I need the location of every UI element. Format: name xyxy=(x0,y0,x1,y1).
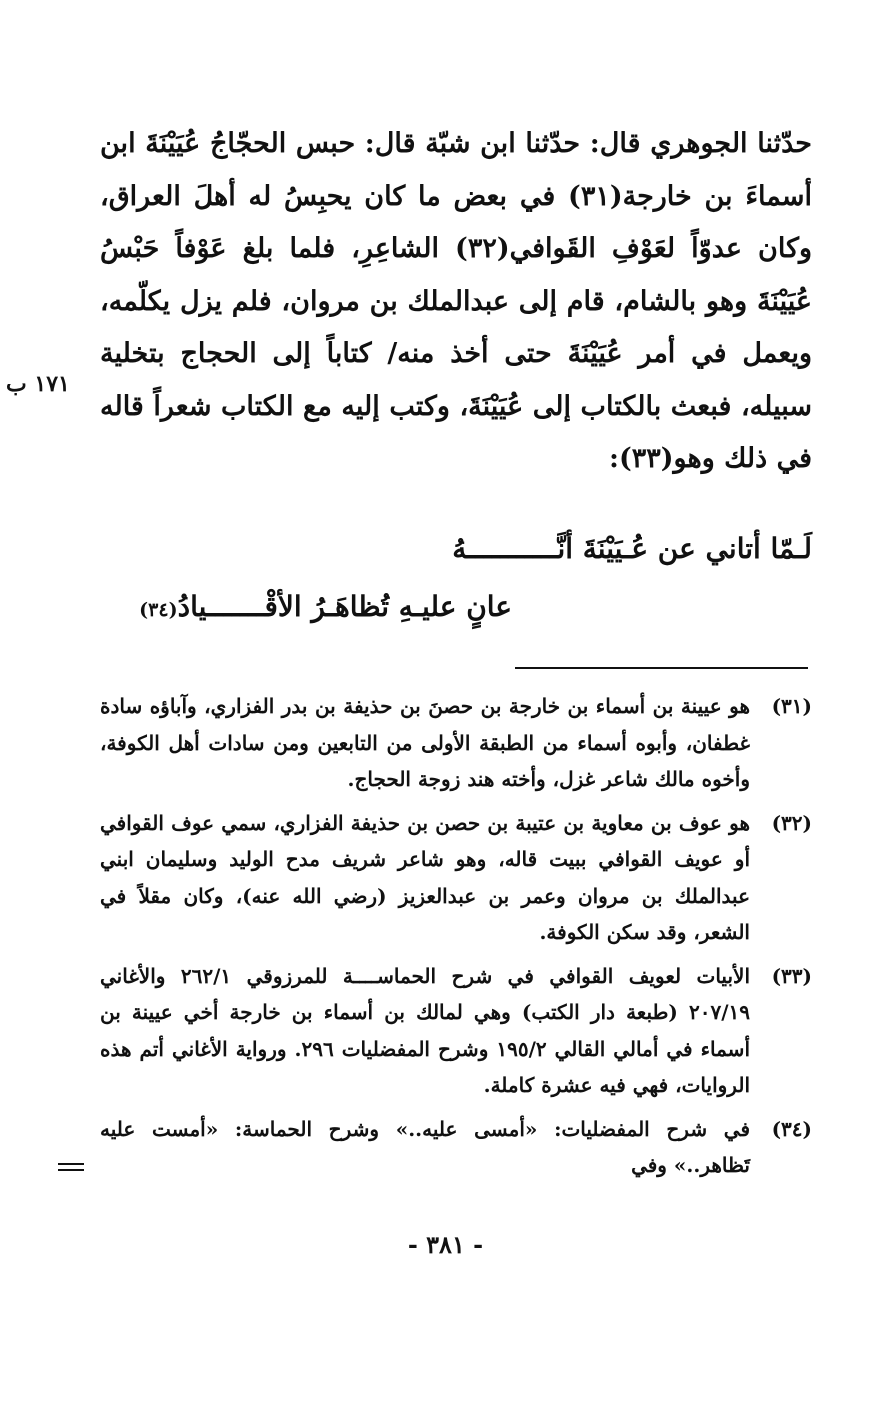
continuation-line xyxy=(58,1169,84,1171)
verse-second-hemistich xyxy=(100,590,812,623)
verse-first-hemistich: لَـمّا أتاني عن عُـيَيْنَةَ أنَّـــــــــــهُ xyxy=(452,532,812,565)
footnote-item xyxy=(100,688,812,798)
verse-footnote-ref: (٣٤) xyxy=(139,599,178,621)
footnote-separator-rule xyxy=(515,667,808,669)
footnote-item xyxy=(100,805,812,951)
footnote-number: (٣١) xyxy=(771,694,812,718)
footnote-text: هو عيينة بن أسماء بن خارجة بن حصنَ بن حذيفة بن بدر الفزاري، وآباؤه سادة غطفان، وأبوه أسماء من الطبقة الأولى من التابعين ومن سادات أهل الكوفة، وأخوه مالك شاعر غزل، وأخته هند زوجة الحجاج. xyxy=(100,694,750,791)
verse-second-hemistich-text: عانٍ عليـهِ تُظاهَـرُ الأقْـــــــيادُ xyxy=(177,590,512,623)
footnote-number: (٣٤) xyxy=(771,1116,812,1141)
main-paragraph: حدّثنا الجوهري قال: حدّثنا ابن شبّة قال: حبس الحجّاجُ عُيَيْنَةَ ابن أسماءَ بن خارجة(٣١) في بعض ما كان يحبِسُ له أهلَ العراق، وكان عدوّاً لعَوْفِ القَوافي(٣٢) الشاعِرِ، فلما بلغ عَوْفاً حَبْسُ عُيَيْنَةَ وهو بالشام، قام إلى عبدالملك بن مروان، فلم يزل يكلّمه، ويعمل في أمر عُيَيْنَةَ حتى أخذ منه/ كتاباً إلى الحجاج بتخلية سبيله، فبعث بالكتاب إلى عُيَيْنَةَ، وكتب إليه مع الكتاب شعراً قاله في ذلك وهو(٣٣): xyxy=(100,128,812,474)
footnote-number: (٣٢) xyxy=(771,810,812,835)
footnote-item xyxy=(100,1111,812,1184)
footnote-text: في شرح المفضليات: «أمسى عليه..» وشرح الحماسة: «أمست عليه تَظاهر..» وفي xyxy=(100,1116,750,1177)
manuscript-folio-note: ١٧١ ب xyxy=(6,371,70,397)
continuation-line xyxy=(58,1163,84,1165)
footnotes-section xyxy=(100,688,812,1191)
continuation-mark xyxy=(58,1163,88,1173)
main-text-block xyxy=(100,118,812,486)
footnote-text: هو عوف بن معاوية بن عتيبة بن حصن بن حذيفة الفزاري، سمي عوف القوافي أو عويف القوافي ببيت قاله، وهو شاعر شريف مدح الوليد وسليمان ابني عبدالملك بن مروان وعمر بن عبدالعزيز (رضي الله عنه)، وكان مقلاً في الشعر، وقد سكن الكوفة. xyxy=(100,810,750,944)
footnote-item xyxy=(100,958,812,1104)
footnote-text: الأبيات لعويف القوافي في شرح الحماســــة للمرزوقي ٢٦٢/١ والأغاني ٢٠٧/١٩ (طبعة دار الكتب) وهي لمالك بن أسماء بن خارجة أخي عيينة بن أسماء في أمالي القالي ١٩٥/٢ وشرح المفضليات ٢٩٦. ورواية الأغاني أتم هذه الروايات، فهي فيه عشرة كاملة. xyxy=(100,963,750,1097)
footnote-number: (٣٣) xyxy=(771,963,812,988)
page-number: - ٣٨١ - xyxy=(407,1230,484,1259)
